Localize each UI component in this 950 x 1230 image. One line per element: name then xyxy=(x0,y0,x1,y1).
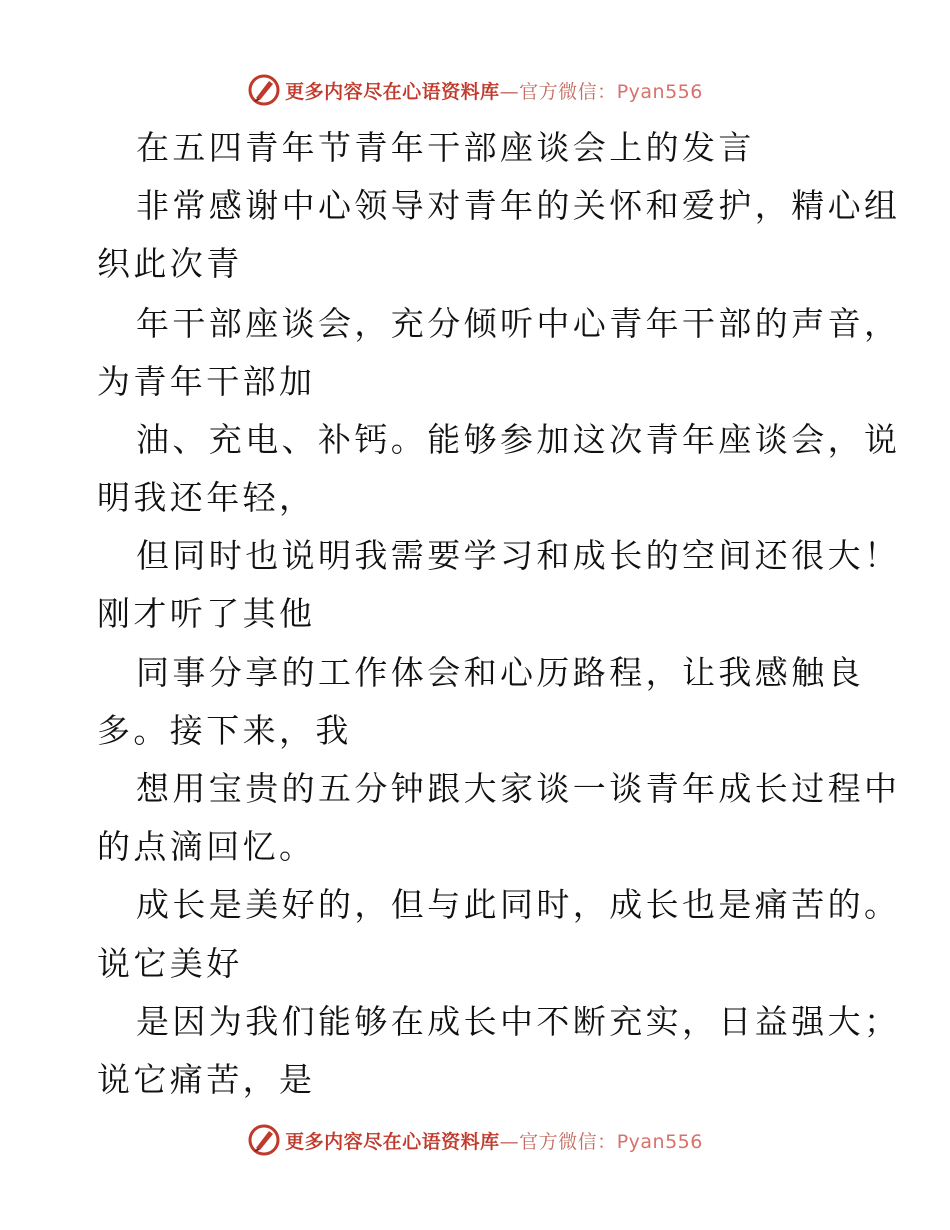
watermark-wechat-id: Pyan556 xyxy=(616,1130,703,1153)
text-line: 说它美好 xyxy=(97,944,243,983)
watermark-text xyxy=(285,77,703,104)
document-body xyxy=(0,118,950,1118)
text-line: 织此次青 xyxy=(97,244,243,283)
watermark-main: 更多内容尽在心语资料库 xyxy=(285,1130,500,1153)
text-line: 成长是美好的，但与此同时，成长也是痛苦的。 xyxy=(136,885,901,924)
watermark-sub: 官方微信： xyxy=(519,1130,617,1153)
watermark-main: 更多内容尽在心语资料库 xyxy=(285,80,500,103)
text-line: 年干部座谈会，充分倾听中心青年干部的声音， xyxy=(136,304,901,343)
text-line: 同事分享的工作体会和心历路程，让我感触良 xyxy=(136,653,864,692)
text-line: 明我还年轻， xyxy=(97,478,316,517)
watermark-text xyxy=(285,1127,703,1154)
watermark-dash: — xyxy=(499,80,520,103)
quill-pen-circle-icon xyxy=(247,1123,281,1157)
watermark-sub: 官方微信： xyxy=(519,80,617,103)
text-line: 说它痛苦，是 xyxy=(97,1060,316,1099)
text-line: 但同时也说明我需要学习和成长的空间还很大！ xyxy=(136,536,901,575)
text-line: 是因为我们能够在成长中不断充实，日益强大； xyxy=(136,1002,901,1041)
watermark-dash: — xyxy=(499,1130,520,1153)
text-line: 想用宝贵的五分钟跟大家谈一谈青年成长过程中 xyxy=(136,769,901,808)
text-line: 刚才听了其他 xyxy=(97,594,316,633)
footer-watermark xyxy=(0,1120,950,1160)
text-line: 非常感谢中心领导对青年的关怀和爱护，精心组 xyxy=(136,186,901,225)
document-title: 在五四青年节青年干部座谈会上的发言 xyxy=(136,128,755,167)
header-watermark xyxy=(0,70,950,110)
text-line: 为青年干部加 xyxy=(97,362,316,401)
quill-pen-circle-icon xyxy=(247,73,281,107)
text-line: 油、充电、补钙。能够参加这次青年座谈会，说 xyxy=(136,420,901,459)
text-line: 多。接下来，我 xyxy=(97,711,352,750)
watermark-wechat-id: Pyan556 xyxy=(616,80,703,103)
text-line: 的点滴回忆。 xyxy=(97,827,316,866)
